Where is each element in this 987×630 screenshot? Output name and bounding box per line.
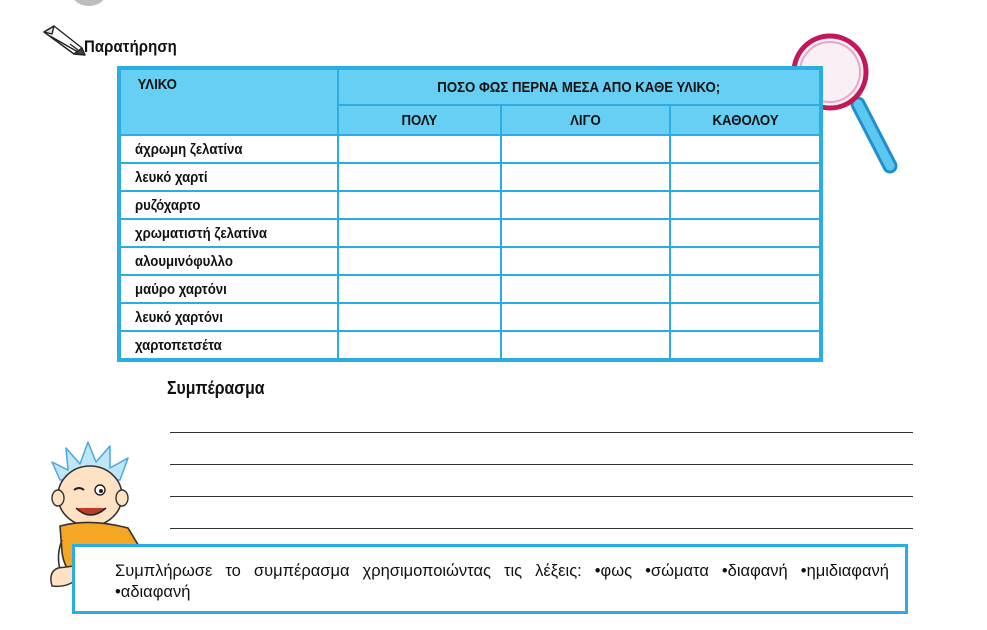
answer-cell[interactable] — [338, 247, 501, 275]
answer-cell[interactable] — [501, 219, 670, 247]
material-label: λευκό χαρτί — [119, 163, 338, 191]
writing-line[interactable] — [170, 496, 913, 497]
answer-cell[interactable] — [670, 247, 821, 275]
answer-cell[interactable] — [501, 191, 670, 219]
answer-cell[interactable] — [670, 219, 821, 247]
writing-line[interactable] — [170, 432, 913, 433]
answer-cell[interactable] — [501, 163, 670, 191]
answer-cell[interactable] — [501, 275, 670, 303]
answer-cell[interactable] — [338, 135, 501, 163]
answer-cell[interactable] — [670, 135, 821, 163]
table-row — [119, 275, 821, 303]
word-fos: •φως — [594, 562, 633, 580]
word-diafani: •διαφανή — [721, 562, 788, 580]
table-row — [119, 303, 821, 331]
answer-cell[interactable] — [670, 331, 821, 360]
material-label: μαύρο χαρτόνι — [119, 275, 338, 303]
material-label: ρυζόχαρτο — [119, 191, 338, 219]
instruction-box — [72, 544, 908, 614]
material-label: άχρωμη ζελατίνα — [119, 135, 338, 163]
question-header: ΠΟΣΟ ΦΩΣ ΠΕΡΝΑ ΜΕΣΑ ΑΠΟ ΚΑΘΕ ΥΛΙΚΟ; — [338, 68, 821, 105]
table-row — [119, 219, 821, 247]
answer-cell[interactable] — [338, 191, 501, 219]
answer-cell[interactable] — [670, 163, 821, 191]
answer-cell[interactable] — [670, 303, 821, 331]
material-label: χρωματιστή ζελατίνα — [119, 219, 338, 247]
writing-line[interactable] — [170, 528, 913, 529]
column-header-poly: ΠΟΛΥ — [338, 105, 501, 135]
observation-table — [117, 66, 823, 362]
material-header: ΥΛΙΚΟ — [119, 68, 338, 135]
word-imidiafani: •ημιδιαφανή — [800, 562, 889, 580]
answer-cell[interactable] — [670, 191, 821, 219]
conclusion-title: Συμπέρασμα — [167, 378, 265, 398]
table-row — [119, 135, 821, 163]
answer-cell[interactable] — [338, 163, 501, 191]
column-header-ligo: ΛΙΓΟ — [501, 105, 670, 135]
word-somata: •σώματα — [645, 562, 709, 580]
material-label: χαρτοπετσέτα — [119, 331, 338, 360]
pencil-icon — [40, 22, 86, 58]
answer-cell[interactable] — [338, 219, 501, 247]
observation-title: Παρατήρηση — [84, 37, 177, 56]
material-label: αλουμινόφυλλο — [119, 247, 338, 275]
answer-cell[interactable] — [501, 303, 670, 331]
instruction-text — [115, 561, 889, 603]
material-label: λευκό χαρτόνι — [119, 303, 338, 331]
table-row — [119, 163, 821, 191]
answer-cell[interactable] — [501, 135, 670, 163]
table-row — [119, 331, 821, 360]
decorative-corner-circle — [72, 0, 106, 6]
table-row — [119, 247, 821, 275]
answer-cell[interactable] — [670, 275, 821, 303]
table-row — [119, 191, 821, 219]
answer-cell[interactable] — [338, 275, 501, 303]
answer-cell[interactable] — [501, 331, 670, 360]
writing-line[interactable] — [170, 464, 913, 465]
answer-cell[interactable] — [338, 303, 501, 331]
instruction-sentence: Συμπλήρωσε το συμπέρασμα χρησιμοποιώντας τις λέξεις: — [115, 562, 582, 580]
answer-cell[interactable] — [501, 247, 670, 275]
word-adiafani: •αδιαφανή — [115, 583, 191, 601]
column-header-katholou: ΚΑΘΟΛΟΥ — [670, 105, 821, 135]
answer-cell[interactable] — [338, 331, 501, 360]
observation-heading — [40, 18, 190, 58]
